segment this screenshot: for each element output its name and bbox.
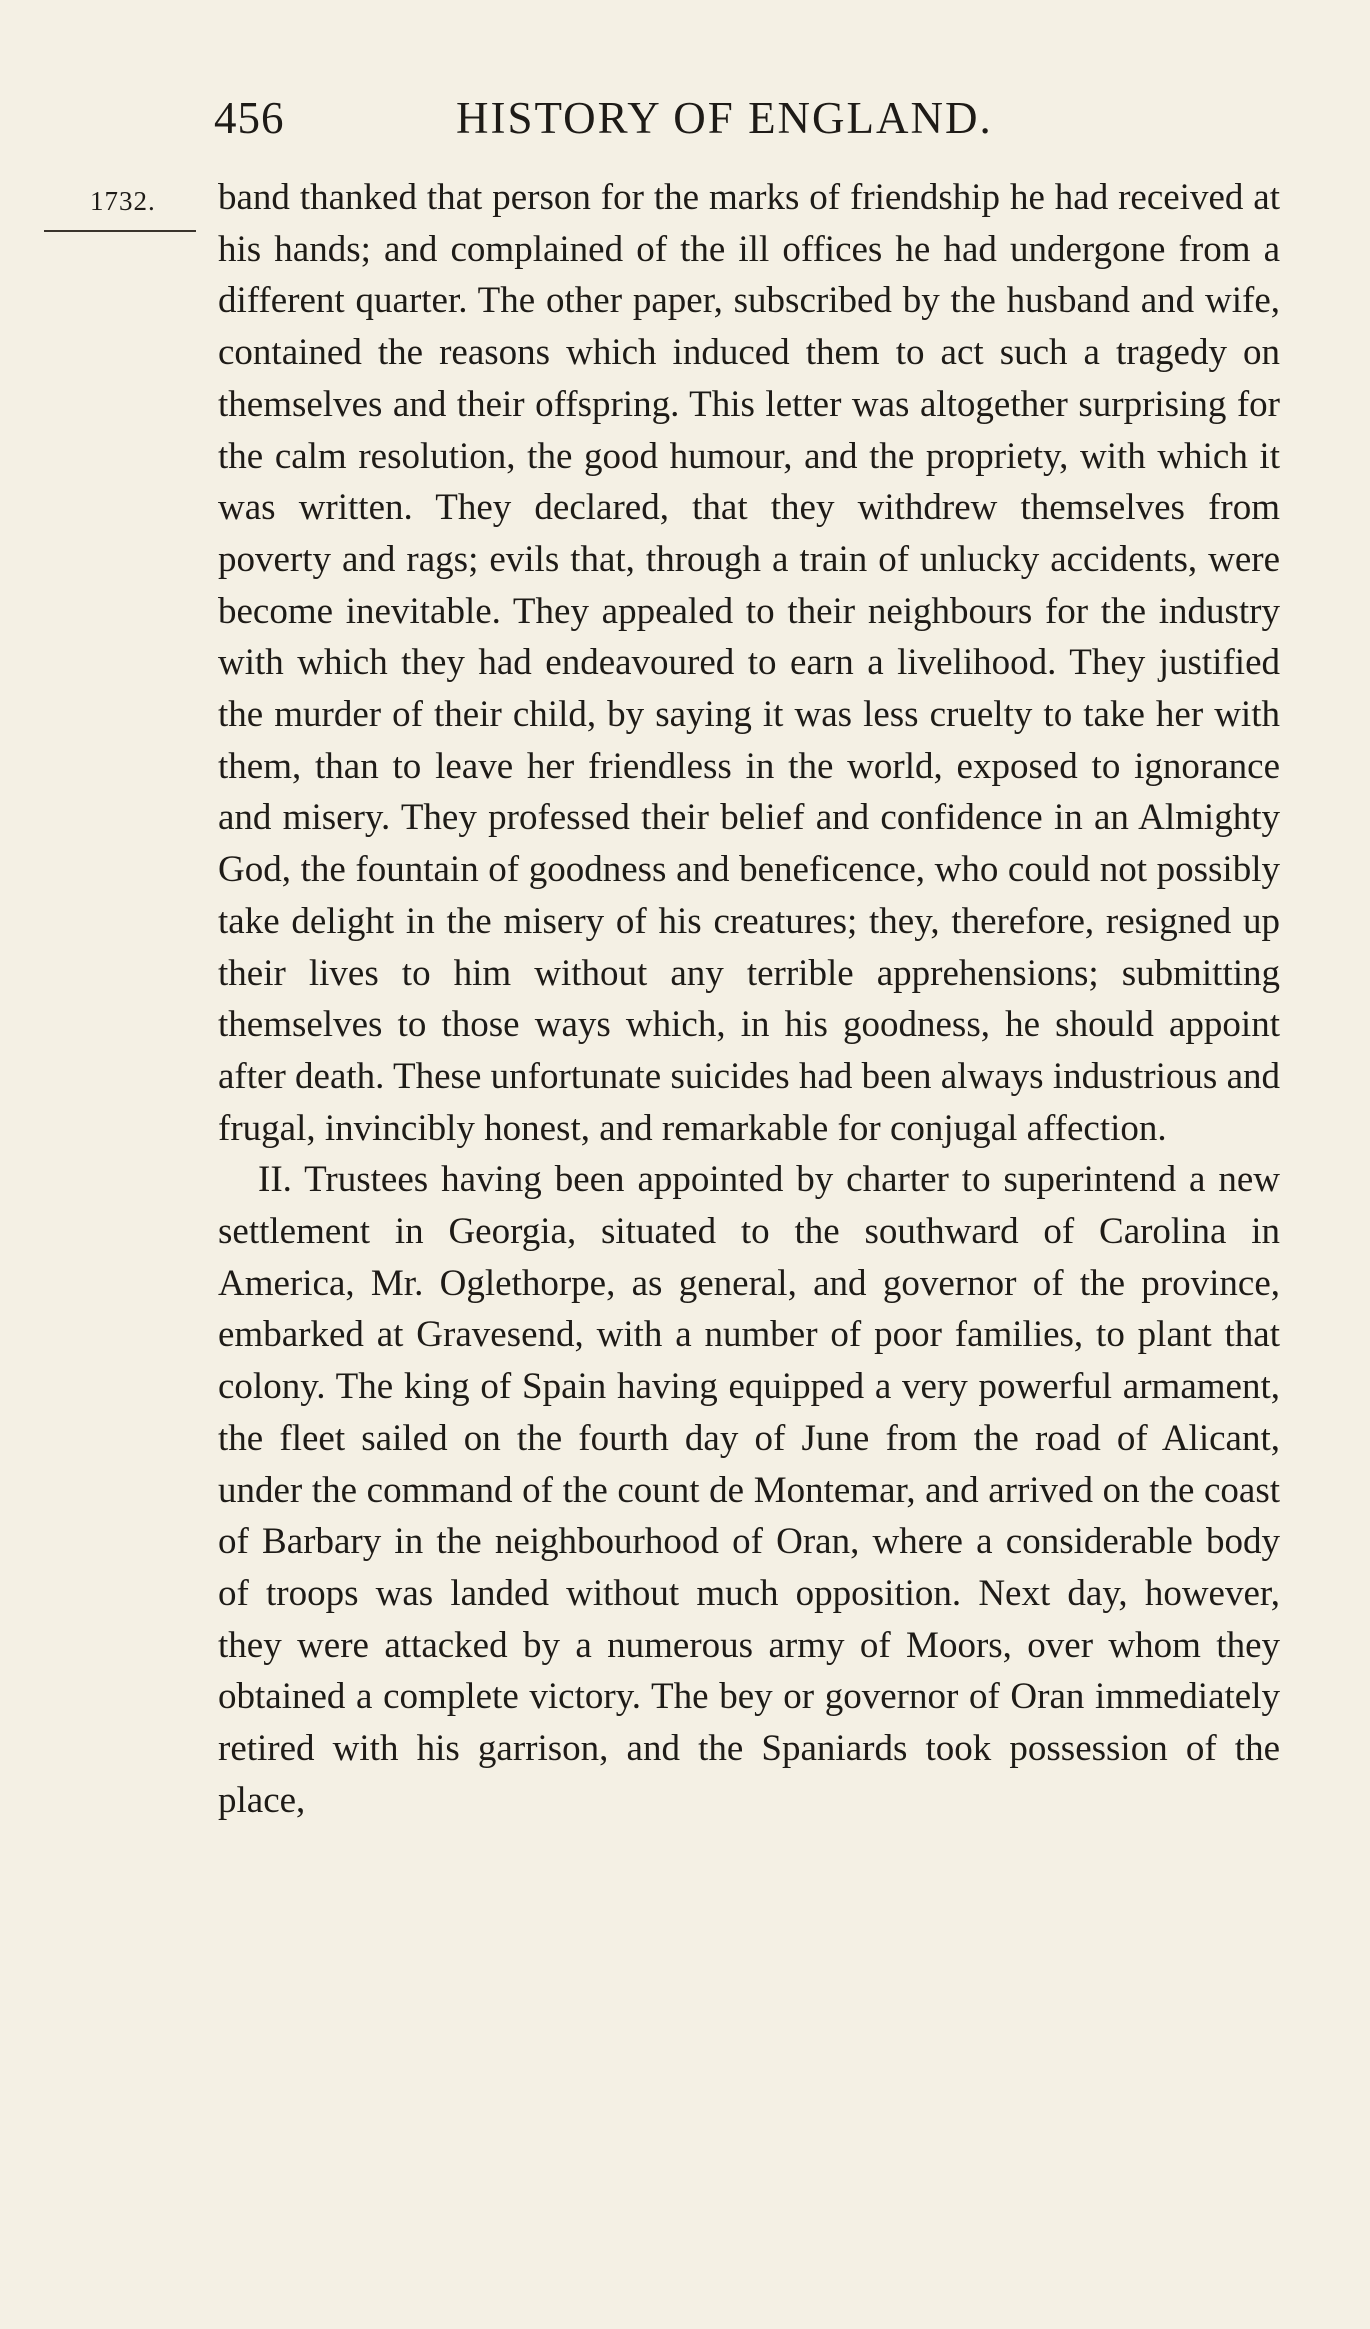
margin-year-note: 1732.: [90, 186, 156, 216]
running-head: HISTORY OF ENGLAND.: [456, 93, 993, 143]
body-text: [218, 172, 1280, 1827]
paragraph-section-ii: II. Trustees having been appointed by charter to superintend a new settlement in Georgia, situated to the southward of Carolina in America, Mr. Oglethorpe, as general, and governor of the province, embarked at Gravesend, with a number of poor families, to plant that colony. The king of Spain having equipped a very powerful armament, the fleet sailed on the fourth day of June from the road of Alicant, under the command of the count de Montemar, and arrived on the coast of Barbary in the neighbourhood of Oran, where a considerable body of troops was landed without much opposition. Next day, however, they were attacked by a numerous army of Moors, over whom they obtained a complete victory. The bey or governor of Oran immediately retired with his garrison, and the Spaniards took possession of the place,: [218, 1159, 1280, 1821]
page-header: [0, 92, 1370, 152]
page-number: 456: [214, 93, 285, 143]
paragraph-continuation: band thanked that person for the marks of friendship he had received at his hands; and complained of the ill offices he had undergone from a different quarter. The other paper, subscribed by the husband and wife, contained the reasons which induced them to act such a tragedy on themselves and their offspring. This letter was altogether surprising for the calm resolution, the good humour, and the propriety, with which it was written. They declared, that they withdrew themselves from poverty and rags; evils that, through a train of unlucky accidents, were become inevitable. They appealed to their neighbours for the industry with which they had endeavoured to earn a livelihood. They justified the murder of their child, by saying it was less cruelty to take her with them, than to leave her friendless in the world, exposed to ignorance and misery. They professed their belief and confidence in an Almighty God, the fountain of goodness and beneficence, who could not possibly take delight in the misery of his creatures; they, therefore, resigned up their lives to him without any terrible apprehensions; submitting themselves to those ways which, in his goodness, he should appoint after death. These unfortunate suicides had been always industrious and frugal, invincibly honest, and remarkable for conjugal affection.: [218, 177, 1280, 1149]
margin-rule: [44, 230, 196, 232]
